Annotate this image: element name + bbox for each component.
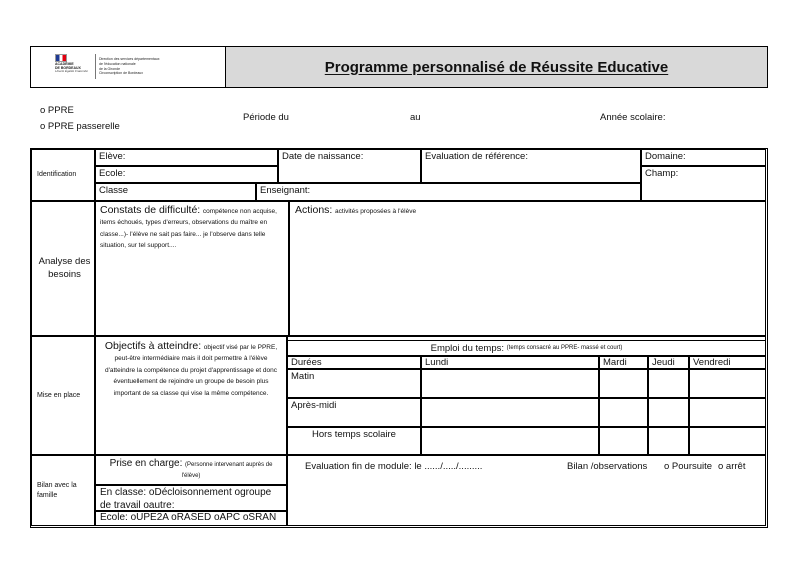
field-eleve[interactable]: Elève:	[95, 149, 278, 166]
logo-text-line3: de la Gironde	[99, 66, 121, 71]
field-date-naissance[interactable]: Date de naissance:	[278, 149, 421, 183]
emploi-row-matin: Matin	[287, 369, 421, 398]
emploi-col-vendredi: Vendredi	[689, 356, 766, 369]
page-title: Programme personnalisé de Réussite Educative	[324, 58, 669, 76]
emploi-cell-matin-jeudi[interactable]	[648, 369, 689, 398]
au-label: au	[410, 112, 421, 123]
en-classe-options[interactable]: En classe: oDécloisonnement ogroupe de travail oautre:	[95, 485, 287, 511]
actions-detail: activités proposées à l'élève	[335, 208, 417, 215]
annee-scolaire-label: Année scolaire:	[600, 112, 666, 123]
ministry-logo	[55, 53, 160, 80]
actions-heading: Actions:	[295, 204, 333, 216]
emploi-cell-apresmidi-jeudi[interactable]	[648, 398, 689, 427]
emploi-cell-hors-jeudi[interactable]	[648, 427, 689, 455]
field-champ[interactable]: Champ:	[641, 166, 766, 201]
field-enseignant[interactable]: Enseignant:	[256, 183, 641, 201]
field-evaluation-reference[interactable]: Evaluation de référence:	[421, 149, 641, 183]
field-classe[interactable]: Classe	[95, 183, 256, 201]
section-label-identification: Identification	[31, 149, 95, 201]
emploi-col-lundi: Lundi	[421, 356, 599, 369]
emploi-heading: Emploi du temps:	[430, 342, 505, 354]
constats-difficulte-cell[interactable]	[95, 201, 289, 336]
logo-academy-line2: DE BORDEAUX	[55, 66, 81, 71]
ecole-options[interactable]: Ecole: oUPE2A oRASED oAPC oSRAN	[95, 511, 287, 526]
bilan-observations-label: Bilan /observations	[567, 461, 648, 472]
option-ppre-passerelle[interactable]: o PPRE passerelle	[40, 121, 120, 132]
objectifs-heading: Objectifs à atteindre:	[104, 340, 202, 352]
logo-academy-line1: ACADÉMIE	[55, 62, 74, 66]
emploi-cell-matin-mardi[interactable]	[599, 369, 648, 398]
prise-en-charge-note: (Personne intervenant auprès de l'élève)	[181, 462, 273, 479]
emploi-cell-matin-vendredi[interactable]	[689, 369, 766, 398]
option-ppre[interactable]: o PPRE	[40, 105, 74, 116]
emploi-cell-hors-lundi[interactable]	[421, 427, 599, 455]
emploi-row-hors-temps-scolaire: Hors temps scolaire	[287, 427, 421, 455]
logo-text-line1: Direction des services départementaux	[99, 57, 160, 62]
emploi-col-mardi: Mardi	[599, 356, 648, 369]
emploi-col-jeudi: Jeudi	[648, 356, 689, 369]
ministry-logo-text	[99, 53, 160, 80]
section-label-bilan-famille: Bilan avec la famille	[31, 455, 95, 526]
section-label-mise-en-place: Mise en place	[31, 336, 95, 455]
logo-pane	[31, 47, 225, 87]
title-banner	[225, 47, 767, 87]
logo-divider	[95, 54, 96, 79]
prise-en-charge-heading: Prise en charge:	[109, 458, 183, 469]
emploi-cell-apresmidi-lundi[interactable]	[421, 398, 599, 427]
emploi-heading-note: (temps consacré au PPRE- massé et court)	[506, 345, 623, 351]
constats-heading: Constats de difficulté:	[100, 204, 201, 216]
emploi-cell-apresmidi-vendredi[interactable]	[689, 398, 766, 427]
emploi-cell-apresmidi-mardi[interactable]	[599, 398, 648, 427]
emploi-row-apres-midi: Après-midi	[287, 398, 421, 427]
section-label-analyse-besoins: Analyse des besoins	[31, 201, 95, 336]
actions-cell[interactable]	[289, 201, 766, 336]
evaluation-fin-module-label: Evaluation fin de module: le ....../...../.........	[305, 461, 483, 472]
field-domaine[interactable]: Domaine:	[641, 149, 766, 166]
option-arret[interactable]: o arrêt	[718, 461, 746, 472]
prise-en-charge-cell[interactable]	[95, 455, 287, 485]
objectifs-detail: objectif visé par le PPRE, peut-être intermédiaire mais il doit permettre à l'élève d'atteindre la compétence du projet d'apprentissage et donc éventuellement de rejoindre un groupe de besoin plus important de sa classe qui vise la même compétence.	[105, 344, 278, 397]
emploi-cell-hors-vendredi[interactable]	[689, 427, 766, 455]
emploi-cell-matin-lundi[interactable]	[421, 369, 599, 398]
evaluation-fin-module-cell[interactable]	[287, 455, 766, 526]
emploi-col-durees: Durées	[287, 356, 421, 369]
emploi-cell-hors-mardi[interactable]	[599, 427, 648, 455]
option-poursuite[interactable]: o Poursuite	[664, 461, 713, 472]
logo-text-line2: de l'éducation nationale	[99, 61, 136, 66]
emploi-du-temps-header	[287, 340, 766, 356]
form-table	[30, 148, 768, 528]
logo-text-line4: Circonscription de Bordeaux	[99, 71, 143, 76]
ministry-logo-left	[55, 53, 93, 80]
logo-motto: Liberté Égalité Fraternité	[55, 69, 88, 74]
french-flag-icon	[55, 54, 67, 62]
periode-du-label: Période du	[243, 112, 289, 123]
field-ecole[interactable]: Ecole:	[95, 166, 278, 183]
constats-detail: compétence non acquise, items échoués, types d'erreurs, observations du maître en classe...)- l'élève ne sait pas faire... je l'observe dans telle situation, sur tel support....	[100, 208, 277, 250]
header	[30, 46, 768, 88]
objectifs-cell[interactable]	[95, 336, 287, 455]
